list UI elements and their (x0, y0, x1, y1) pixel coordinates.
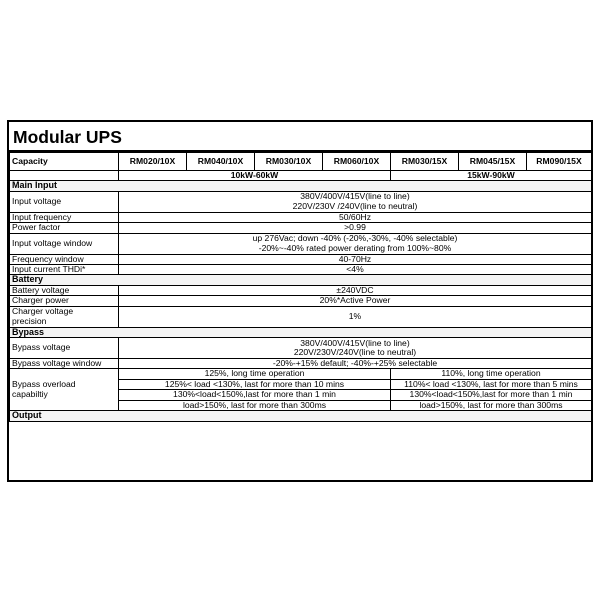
value-line: 220V/230V /240V(line to neutral) (292, 200, 418, 211)
spec-sheet (7, 120, 593, 482)
row-value: 1% (119, 306, 592, 327)
value-line: 380V/400V/415V(line to line) (300, 191, 410, 202)
section-row (10, 327, 592, 337)
spec-table (9, 152, 592, 422)
table-row (10, 153, 592, 171)
row-label: Bypass voltage window (10, 359, 119, 369)
model-cell: RM090/15X (527, 153, 592, 171)
overload-right-cell: 130%<load<150%,last for more than 1 min (391, 390, 592, 400)
row-label: Bypass voltage (10, 338, 119, 359)
row-value (119, 338, 592, 359)
value-line: 220V/230V/240V(line to neutral) (293, 347, 417, 358)
row-value: 40-70Hz (119, 254, 592, 264)
section-heading: Battery (10, 275, 592, 285)
row-label (10, 306, 119, 327)
row-value (119, 233, 592, 254)
value-line: -20%~-40% rated power derating from 100%~80% (258, 242, 452, 253)
table-row (10, 338, 592, 359)
row-label: Battery voltage (10, 285, 119, 295)
overload-left-cell: 125%, long time operation (119, 369, 391, 379)
table-row (10, 296, 592, 306)
row-value (119, 191, 592, 212)
section-heading: Main Input (10, 181, 592, 191)
group-cell: 10kW-60kW (119, 171, 391, 181)
page-title: Modular UPS (9, 122, 591, 152)
row-label: Input voltage window (10, 233, 119, 254)
row-value: -20%-+15% default; -40%-+25% selectable (119, 359, 592, 369)
label-line: Charger voltage (12, 306, 74, 317)
table-row (10, 285, 592, 295)
section-row (10, 181, 592, 191)
model-cell: RM030/15X (391, 153, 459, 171)
table-row (10, 254, 592, 264)
overload-left-cell: load>150%, last for more than 300ms (119, 400, 391, 410)
overload-left-cell: 130%<load<150%,last for more than 1 min (119, 390, 391, 400)
label-line: capabiltiy (12, 388, 48, 399)
row-label: Frequency window (10, 254, 119, 264)
row-value: <4% (119, 265, 592, 275)
table-row (10, 306, 592, 327)
table-row (10, 369, 592, 379)
value-line: up 276Vac; down -40% (-20%,-30%, -40% selectable) (252, 233, 458, 244)
row-value: 50/60Hz (119, 212, 592, 222)
table-row (10, 265, 592, 275)
row-label: Input voltage (10, 191, 119, 212)
row-label: Input frequency (10, 212, 119, 222)
value-line: 380V/400V/415V(line to line) (300, 337, 410, 348)
table-row (10, 212, 592, 222)
overload-right-cell: load>150%, last for more than 300ms (391, 400, 592, 410)
row-value: ±240VDC (119, 285, 592, 295)
table-row (10, 359, 592, 369)
model-cell: RM020/10X (119, 153, 187, 171)
overload-left-cell: 125%< load <130%, last for more than 10 mins (119, 379, 391, 389)
row-value: >0.99 (119, 223, 592, 233)
label-line: Bypass overload (12, 379, 76, 390)
section-row (10, 411, 592, 421)
label-line: precision (12, 315, 47, 326)
table-row (10, 233, 592, 254)
model-cell: RM030/10X (255, 153, 323, 171)
row-label: Charger power (10, 296, 119, 306)
section-row (10, 275, 592, 285)
table-row (10, 191, 592, 212)
capacity-label: Capacity (10, 153, 119, 171)
section-heading: Bypass (10, 327, 592, 337)
table-row (10, 223, 592, 233)
overload-right-cell: 110%< load <130%, last for more than 5 mins (391, 379, 592, 389)
group-cell: 15kW-90kW (391, 171, 592, 181)
row-label: Power factor (10, 223, 119, 233)
row-label (10, 369, 119, 411)
model-cell: RM040/10X (187, 153, 255, 171)
row-label: Input current THDi* (10, 265, 119, 275)
row-value: 20%*Active Power (119, 296, 592, 306)
section-heading: Output (10, 411, 592, 421)
model-cell: RM045/15X (459, 153, 527, 171)
overload-right-cell: 110%, long time operation (391, 369, 592, 379)
model-cell: RM060/10X (323, 153, 391, 171)
table-row (10, 171, 592, 181)
